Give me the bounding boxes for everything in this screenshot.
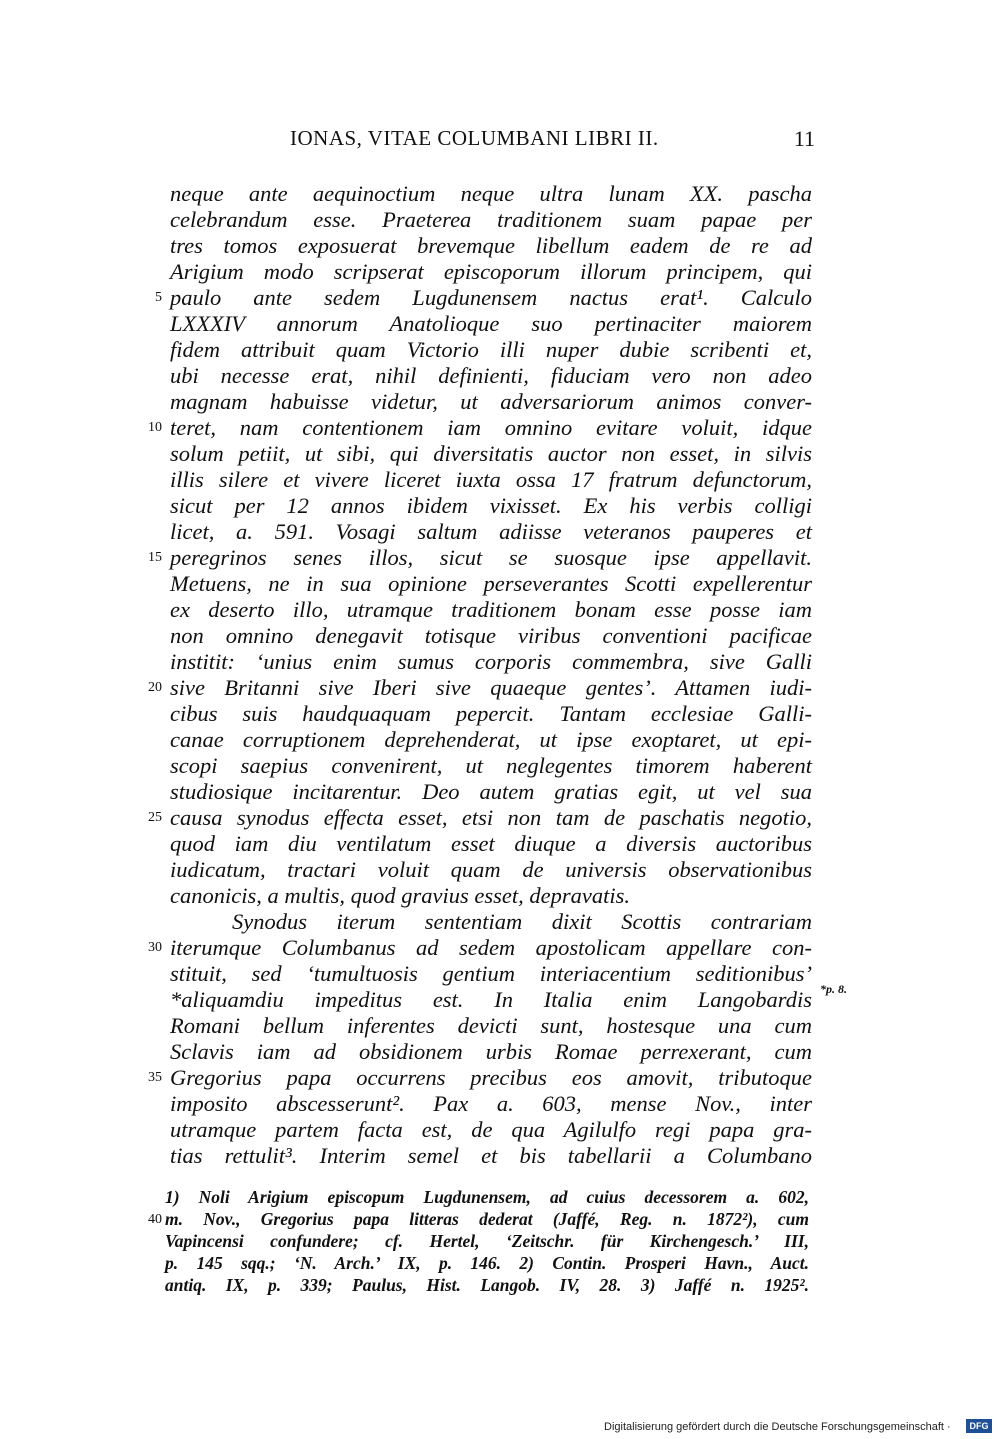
margin-page-reference: *p. 8. [820, 982, 847, 996]
text-line: iterumque Columbanus ad sedem apostolicam appellare con- [170, 935, 812, 960]
text-line: ex deserto illo, utramque traditionem bonam esse posse iam [170, 597, 812, 622]
text-line: Synodus iterum sententiam dixit Scottis contrariam [232, 909, 812, 934]
text-line: peregrinos senes illos, sicut se suosque ipse appellavit. [170, 545, 812, 570]
text-line: non omnino denegavit totisque viribus conventioni pacificae [170, 623, 812, 648]
text-line: quod iam diu ventilatum esset diuque a diversis auctoribus [170, 831, 812, 856]
text-line: illis silere et vivere liceret iuxta ossa 17 fratrum defunctorum, [170, 467, 812, 492]
text-line: magnam habuisse videtur, ut adversariorum animos conver- [170, 389, 812, 414]
text-line: canae corruptionem deprehenderat, ut ipse exoptaret, ut epi- [170, 727, 812, 752]
line-number: 10 [148, 420, 162, 435]
text-line: Sclavis iam ad obsidionem urbis Romae perrexerant, cum [170, 1039, 812, 1064]
text-line: iudicatum, tractari voluit quam de universis observationibus [170, 857, 812, 882]
dfg-logo: DFG [966, 1419, 992, 1433]
text-line: Romani bellum inferentes devicti sunt, hostesque una cum [170, 1013, 812, 1038]
text-line: licet, a. 591. Vosagi saltum adiisse veteranos pauperes et [170, 519, 812, 544]
running-title: IONAS, VITAE COLUMBANI LIBRI II. [290, 126, 659, 150]
text-line: studiosique incitarentur. Deo autem gratias egit, ut vel sua [170, 779, 812, 804]
page-number: 11 [793, 126, 815, 151]
text-line: stituit, sed ‘tumultuosis gentium interiacentium seditionibus’ [170, 961, 812, 986]
digitization-credit: Digitalisierung gefördert durch die Deutsche Forschungsgemeinschaft · [604, 1421, 951, 1433]
text-line: utramque partem facta est, de qua Agilulfo regi papa gra- [170, 1117, 812, 1142]
text-line: fidem attribuit quam Victorio illi nuper dubie scribenti et, [170, 337, 812, 362]
text-line: celebrandum esse. Praeterea traditionem suam papae per [170, 207, 812, 232]
footnote-line: Vapincensi confundere; cf. Hertel, ‘Zeitschr. für Kirchengesch.’ III, [165, 1231, 809, 1251]
text-line: Arigium modo scripserat episcoporum illorum principem, qui [170, 259, 812, 284]
line-number: 40 [148, 1212, 162, 1227]
text-line: teret, nam contentionem iam omnino evitare voluit, idque [170, 415, 812, 440]
line-number: 20 [148, 680, 162, 695]
text-line: ubi necesse erat, nihil definienti, fiduciam vero non adeo [170, 363, 812, 388]
line-number: 30 [148, 940, 162, 955]
text-line: institit: ‘unius enim sumus corporis commembra, sive Galli [170, 649, 812, 674]
text-line: causa synodus effecta esset, etsi non tam de paschatis negotio, [170, 805, 812, 830]
text-line: sive Britanni sive Iberi sive quaeque gentes’. Attamen iudi- [170, 675, 812, 700]
text-line: canonicis, a multis, quod gravius esset, depravatis. [170, 883, 630, 908]
text-line: LXXXIV annorum Anatolioque suo pertinaciter maiorem [170, 311, 812, 336]
footnote-line: m. Nov., Gregorius papa litteras dederat (Jaffé, Reg. n. 1872²), cum [165, 1209, 809, 1229]
footnote-line: antiq. IX, p. 339; Paulus, Hist. Langob. IV, 28. 3) Jaffé n. 1925². [165, 1275, 809, 1295]
text-line: neque ante aequinoctium neque ultra lunam XX. pascha [170, 181, 812, 206]
footnote-line: 1) Noli Arigium episcopum Lugdunensem, ad cuius decessorem a. 602, [165, 1187, 809, 1207]
line-number: 5 [155, 290, 162, 305]
text-line: sicut per 12 annos ibidem vixisset. Ex his verbis colligi [170, 493, 812, 518]
text-line: imposito abscesserunt². Pax a. 603, mense Nov., inter [170, 1091, 812, 1116]
text-line: Metuens, ne in sua opinione perseverantes Scotti expellerentur [170, 571, 812, 596]
text-line: tias rettulit³. Interim semel et bis tabellarii a Columbano [170, 1143, 812, 1168]
text-line: *aliquamdiu impeditus est. In Italia enim Langobardis [170, 987, 812, 1012]
line-number: 25 [148, 810, 162, 825]
footnote-line: p. 145 sqq.; ‘N. Arch.’ IX, p. 146. 2) Contin. Prosperi Havn., Auct. [165, 1253, 809, 1273]
line-number: 35 [148, 1070, 162, 1085]
text-line: scopi saepius convenirent, ut neglegentes timorem haberent [170, 753, 812, 778]
line-number: 15 [148, 550, 162, 565]
text-line: tres tomos exposuerat brevemque libellum eadem de re ad [170, 233, 812, 258]
running-header [170, 126, 815, 156]
text-line: solum petiit, ut sibi, qui diversitatis auctor non esset, in silvis [170, 441, 812, 466]
text-line: cibus suis haudquaquam pepercit. Tantam ecclesiae Galli- [170, 701, 812, 726]
text-line: Gregorius papa occurrens precibus eos amovit, tributoque [170, 1065, 812, 1090]
text-line: paulo ante sedem Lugdunensem nactus erat¹. Calculo [170, 285, 812, 310]
